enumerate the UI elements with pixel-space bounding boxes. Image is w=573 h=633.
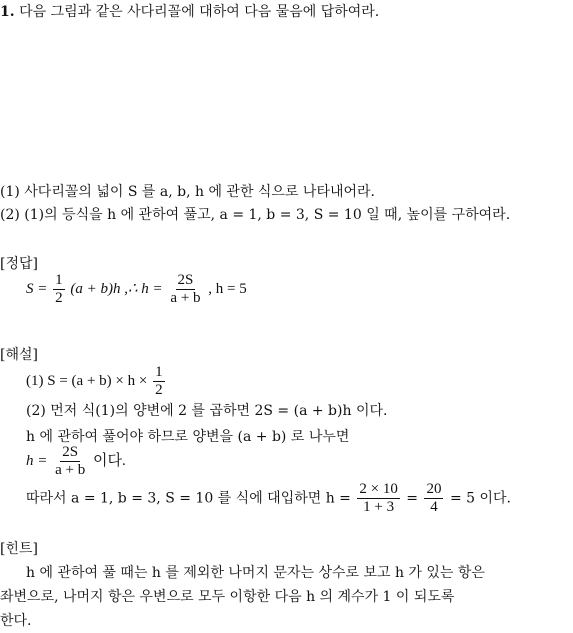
step4-fraction <box>53 444 87 479</box>
answer-fraction-half <box>53 272 65 307</box>
hint-line-3: 한다. <box>0 613 32 629</box>
fraction-denominator: 2 <box>155 382 163 398</box>
step5-equals: = <box>406 490 419 507</box>
answer-mid: (a + b)h ,∴ h = <box>70 280 163 297</box>
fraction-numerator: 1 <box>155 364 163 380</box>
problem-header <box>0 3 379 21</box>
explanation-label: [해설] <box>0 347 38 363</box>
answer-label: [정답] <box>0 256 38 272</box>
step1-fraction <box>153 364 165 399</box>
problem-statement: 다음 그림과 같은 사다리꼴에 대하여 다음 물음에 답하여라. <box>19 4 380 20</box>
fraction-denominator: a + b <box>55 462 86 478</box>
fraction-denominator: 1 + 3 <box>363 499 395 515</box>
explanation-step-2: (2) 먼저 식(1)의 양변에 2 를 곱하면 2S = (a + b)h 이다. <box>26 403 388 419</box>
answer-fraction-h <box>168 272 202 307</box>
answer-equation <box>26 272 247 307</box>
explanation-step-3: h 에 관하여 풀어야 하므로 양변을 (a + b) 로 나누면 <box>26 429 350 445</box>
hint-label: [힌트] <box>0 541 38 557</box>
fraction-numerator: 1 <box>55 272 63 288</box>
step5-text: 따라서 a = 1, b = 3, S = 10 를 식에 대입하면 h = <box>26 490 351 507</box>
question-1: (1) 사다리꼴의 넓이 S 를 a, b, h 에 관한 식으로 나타내어라. <box>0 184 376 200</box>
step5-fraction-1 <box>357 481 399 516</box>
explanation-step-4 <box>26 444 126 479</box>
fraction-numerator: 2S <box>177 272 194 288</box>
step5-suffix: = 5 이다. <box>449 490 511 507</box>
step4-text: h = <box>26 452 48 469</box>
explanation-step-1 <box>26 364 167 399</box>
step5-fraction-2 <box>424 481 443 516</box>
fraction-numerator: 2 × 10 <box>359 481 398 497</box>
fraction-numerator: 2S <box>62 444 79 460</box>
hint-line-1: h 에 관하여 풀 때는 h 를 제외한 나머지 문자는 상수로 보고 h 가 있는 항은 <box>26 565 485 581</box>
problem-number: 1. <box>0 4 15 20</box>
figure-area <box>0 30 573 170</box>
answer-right: , h = 5 <box>208 280 247 297</box>
hint-line-2: 좌변으로, 나머지 항은 우변으로 모두 이항한 다음 h 의 계수가 1 이 되도록 <box>0 589 455 605</box>
step4-suffix: 이다. <box>93 452 126 469</box>
fraction-denominator: 4 <box>430 499 438 515</box>
step1-text: (1) S = (a + b) × h × <box>26 372 148 389</box>
question-2: (2) (1)의 등식을 h 에 관하여 풀고, a = 1, b = 3, S = 10 일 때, 높이를 구하여라. <box>0 207 511 223</box>
fraction-denominator: 2 <box>55 290 63 306</box>
explanation-step-5 <box>26 481 511 516</box>
fraction-numerator: 20 <box>426 481 442 497</box>
answer-left: S = <box>26 280 48 297</box>
fraction-denominator: a + b <box>170 290 201 306</box>
